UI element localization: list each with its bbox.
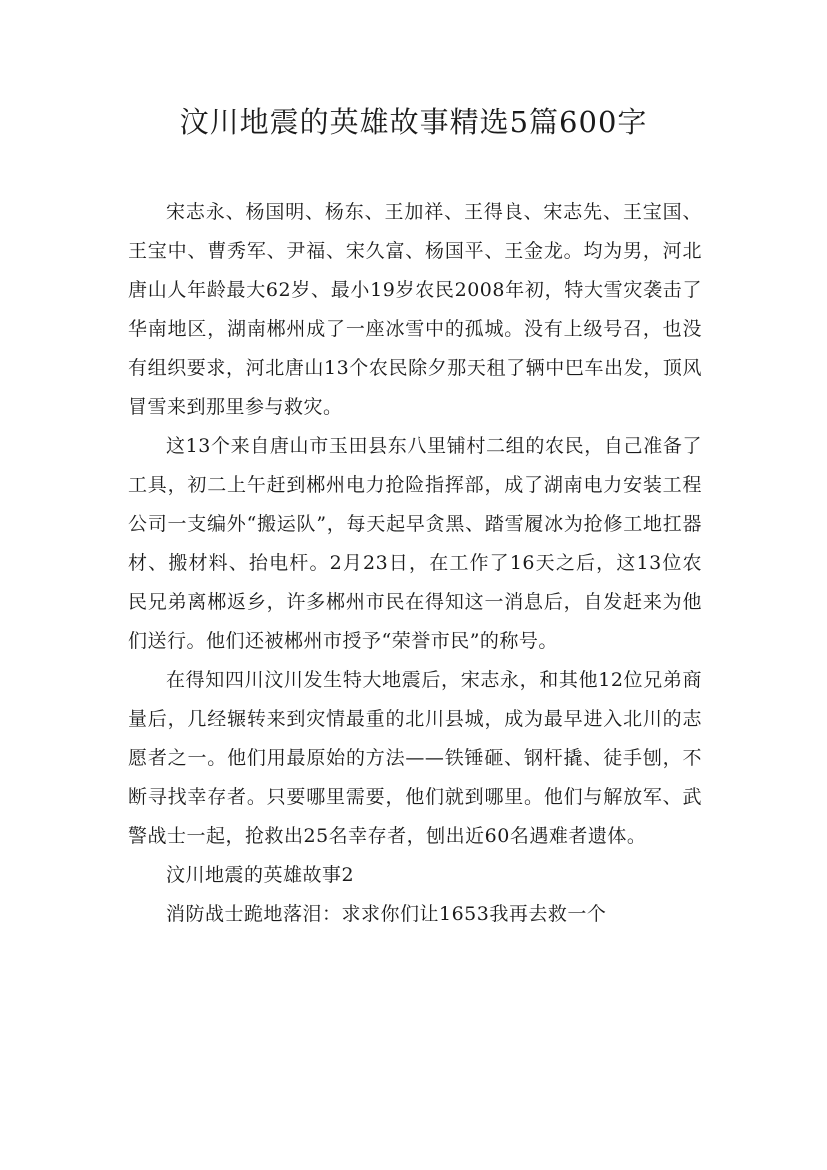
paragraph-4: 消防战士跪地落泪：求求你们让1653我再去救一个: [166, 903, 607, 925]
paragraph-2: 这13个来自唐山市玉田县东八里铺村二组的农民，自己准备了工具，初二上午赶到郴州电力抢险指挥部，成了湖南电力安装工程公司一支编外“搬运队”，每天起早贪黑、踏雪履冰为抢修工地扛器材、搬材料、抬电杆。2月23日，在工作了16天之后，这13位农民兄弟离郴返乡，许多郴州市民在得知这一消息后，自发赶来为他们送行。他们还被郴州市授予“荣誉市民”的称号。: [128, 435, 702, 652]
document-body: [128, 193, 702, 934]
section-heading: 汶川地震的英雄故事2: [166, 864, 355, 886]
document-title: 汶川地震的英雄故事精选5篇600字: [179, 105, 648, 139]
paragraph-3: 在得知四川汶川发生特大地震后，宋志永，和其他12位兄弟商量后，几经辗转来到灾情最重的北川县城，成为最早进入北川的志愿者之一。他们用最原始的方法——铁锤砸、钢杆撬、徒手刨，不断寻找幸存者。只要哪里需要，他们就到哪里。他们与解放军、武警战士一起，抢救出25名幸存者，刨出近60名遇难者遗体。: [128, 669, 702, 847]
paragraph-1: 宋志永、杨国明、杨东、王加祥、王得良、宋志先、王宝国、王宝中、曹秀军、尹福、宋久富、杨国平、王金龙。均为男，河北唐山人年龄最大62岁、最小19岁农民2008年初，特大雪灾袭击了华南地区，湖南郴州成了一座冰雪中的孤城。没有上级号召，也没有组织要求，河北唐山13个农民除夕那天租了辆中巴车出发，顶风冒雪来到那里参与救灾。: [128, 201, 702, 418]
